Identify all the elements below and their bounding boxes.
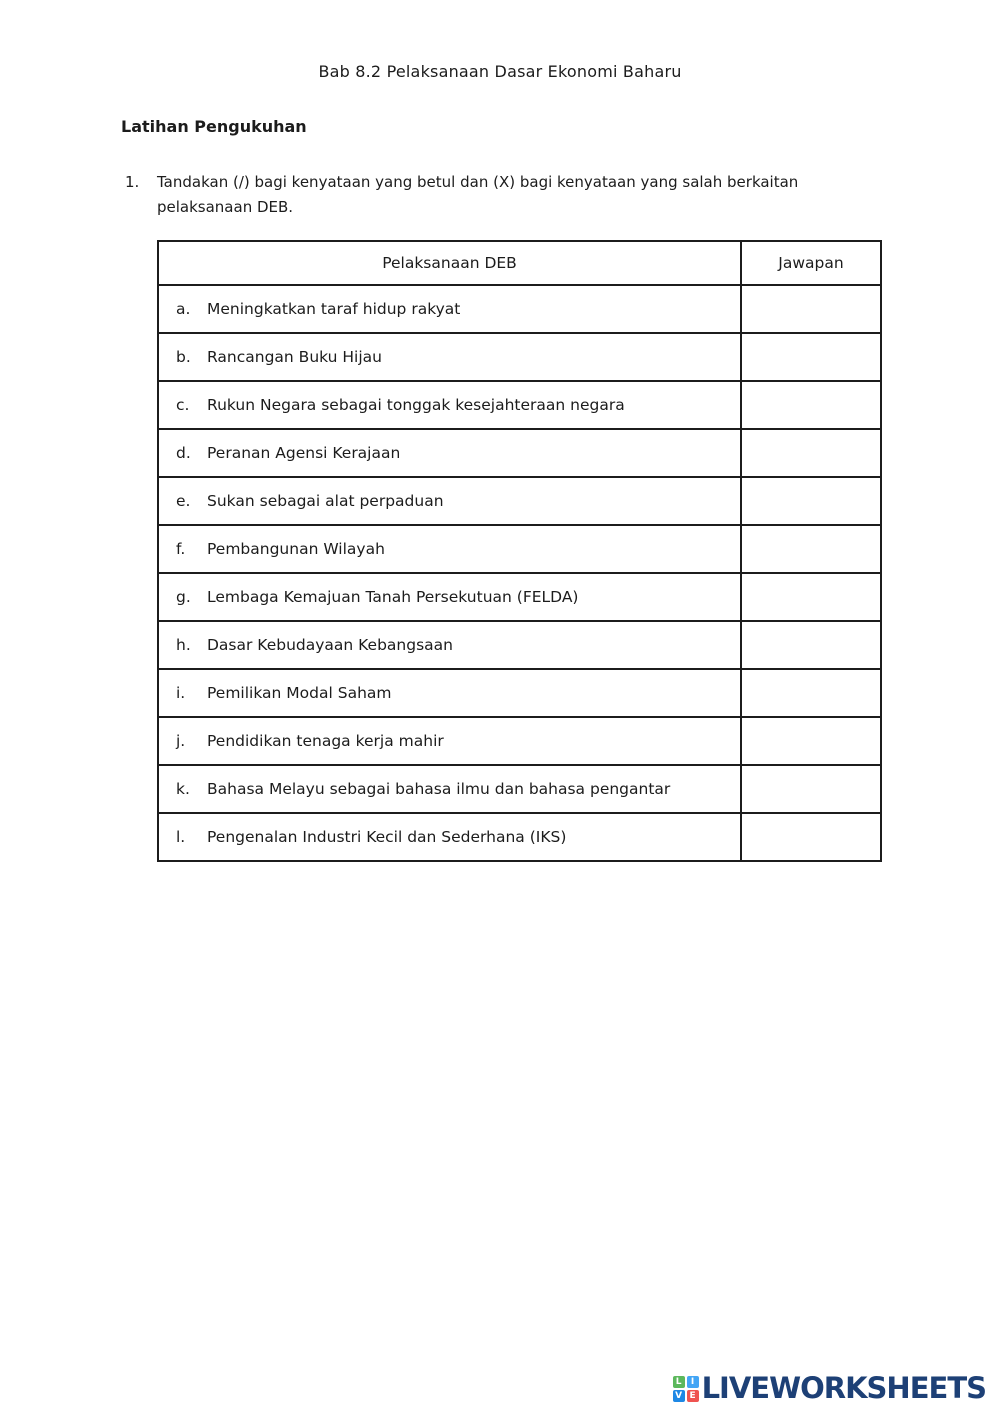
statement-cell <box>158 477 741 525</box>
table-row <box>158 429 881 477</box>
table-row <box>158 765 881 813</box>
table-header-row <box>158 241 881 285</box>
row-letter: k. <box>176 780 190 798</box>
answer-cell[interactable] <box>741 381 881 429</box>
statement-text: Lembaga Kemajuan Tanah Persekutuan (FELDA) <box>207 588 579 606</box>
column-header-statement: Pelaksanaan DEB <box>158 241 741 285</box>
answer-cell[interactable] <box>741 621 881 669</box>
statement-cell <box>158 573 741 621</box>
statement-text: Rancangan Buku Hijau <box>207 348 382 366</box>
statement-text: Pemilikan Modal Saham <box>207 684 392 702</box>
row-letter: j. <box>176 732 186 750</box>
answer-cell[interactable] <box>741 285 881 333</box>
statement-text: Pendidikan tenaga kerja mahir <box>207 732 444 750</box>
statement-text: Pembangunan Wilayah <box>207 540 385 558</box>
statement-cell <box>158 669 741 717</box>
question-number: 1. <box>125 173 140 191</box>
table-row <box>158 621 881 669</box>
row-letter: d. <box>176 444 191 462</box>
answer-cell[interactable] <box>741 477 881 525</box>
table-row <box>158 381 881 429</box>
statement-text: Bahasa Melayu sebagai bahasa ilmu dan bahasa pengantar <box>207 780 671 798</box>
row-letter: c. <box>176 396 190 414</box>
table-row <box>158 333 881 381</box>
table-row <box>158 573 881 621</box>
question-1 <box>125 170 837 220</box>
page-title: Bab 8.2 Pelaksanaan Dasar Ekonomi Baharu <box>318 62 682 81</box>
table-row <box>158 525 881 573</box>
statement-cell <box>158 285 741 333</box>
statement-text: Sukan sebagai alat perpaduan <box>207 492 444 510</box>
statement-text: Meningkatkan taraf hidup rakyat <box>207 300 461 318</box>
question-instruction: Tandakan (/) bagi kenyataan yang betul dan (X) bagi kenyataan yang salah berkaitan pelaksanaan DEB. <box>157 173 799 216</box>
table-row <box>158 477 881 525</box>
row-letter: g. <box>176 588 191 606</box>
statement-text: Dasar Kebudayaan Kebangsaan <box>207 636 453 654</box>
row-letter: l. <box>176 828 186 846</box>
statement-text: Pengenalan Industri Kecil dan Sederhana (IKS) <box>207 828 567 846</box>
icon-letter-l: L <box>673 1376 685 1388</box>
liveworksheets-logo <box>673 1371 986 1405</box>
row-letter: b. <box>176 348 191 366</box>
row-letter: f. <box>176 540 186 558</box>
answer-cell[interactable] <box>741 429 881 477</box>
answer-cell[interactable] <box>741 669 881 717</box>
statement-cell <box>158 813 741 861</box>
statement-cell <box>158 429 741 477</box>
column-header-answer: Jawapan <box>741 241 881 285</box>
brand-wordmark: LIVEWORKSHEETS <box>701 1371 986 1405</box>
answer-cell[interactable] <box>741 525 881 573</box>
answer-cell[interactable] <box>741 765 881 813</box>
row-letter: i. <box>176 684 186 702</box>
statement-cell <box>158 765 741 813</box>
table-row <box>158 669 881 717</box>
statement-text: Peranan Agensi Kerajaan <box>207 444 401 462</box>
icon-letter-v: V <box>673 1390 685 1402</box>
table-row <box>158 717 881 765</box>
table-row <box>158 813 881 861</box>
answer-cell[interactable] <box>741 813 881 861</box>
statement-cell <box>158 525 741 573</box>
statement-cell <box>158 621 741 669</box>
icon-letter-e: E <box>687 1390 699 1402</box>
statement-text: Rukun Negara sebagai tonggak kesejahteraan negara <box>207 396 625 414</box>
row-letter: h. <box>176 636 191 654</box>
section-heading: Latihan Pengukuhan <box>121 117 307 136</box>
statement-cell <box>158 717 741 765</box>
liveworksheets-grid-icon <box>673 1376 699 1402</box>
answer-cell[interactable] <box>741 717 881 765</box>
row-letter: e. <box>176 492 191 510</box>
table-row <box>158 285 881 333</box>
worksheet-table <box>157 240 882 862</box>
answer-cell[interactable] <box>741 573 881 621</box>
statement-cell <box>158 381 741 429</box>
answer-cell[interactable] <box>741 333 881 381</box>
icon-letter-i: I <box>687 1376 699 1388</box>
row-letter: a. <box>176 300 191 318</box>
statement-cell <box>158 333 741 381</box>
